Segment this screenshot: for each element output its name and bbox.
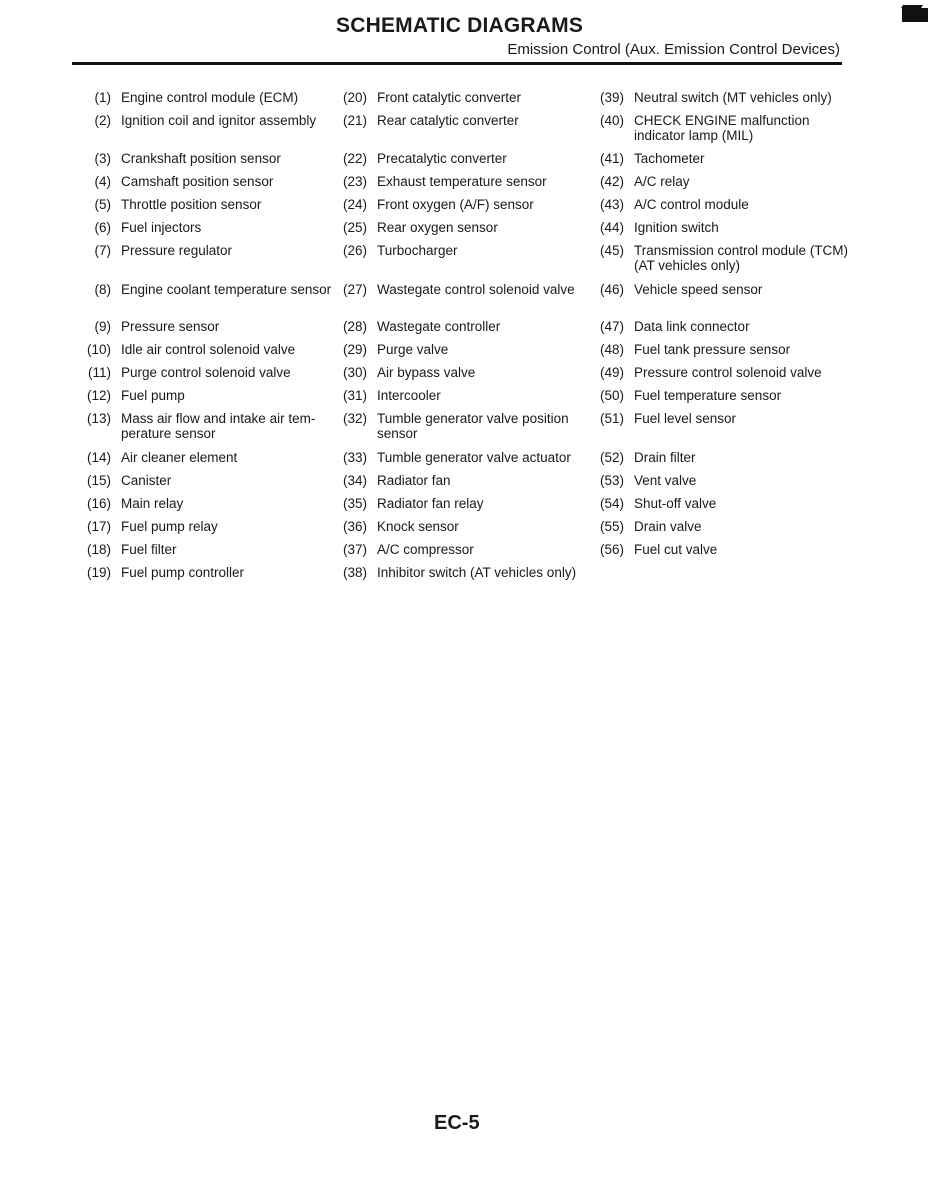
legend-item bbox=[78, 319, 348, 334]
legend-item-label: Fuel tank pressure sensor bbox=[634, 342, 791, 357]
legend-item-number: (36) bbox=[342, 519, 367, 534]
legend-item-number: (12) bbox=[86, 388, 111, 403]
legend-item-label: Front catalytic converter bbox=[377, 90, 522, 105]
legend-item-number: (44) bbox=[599, 220, 624, 235]
legend-item-number: (14) bbox=[86, 450, 111, 465]
legend-item-number: (27) bbox=[342, 282, 367, 297]
legend-item-label: Crankshaft position sensor bbox=[121, 151, 281, 166]
legend-item-label: Fuel temperature sensor bbox=[634, 388, 782, 403]
corner-tab-mark bbox=[902, 8, 928, 22]
legend-item bbox=[334, 365, 590, 380]
legend-item-label: Tumble generator valve position sensor bbox=[377, 411, 569, 441]
legend-item-label: Pressure control solenoid valve bbox=[634, 365, 822, 380]
legend-item-label: CHECK ENGINE malfunction indicator lamp (MIL) bbox=[634, 113, 810, 143]
legend-item-number: (3) bbox=[94, 151, 111, 166]
legend-item-number: (51) bbox=[599, 411, 624, 426]
legend-item bbox=[591, 342, 851, 357]
legend-item-label: Purge valve bbox=[377, 342, 449, 357]
legend-item bbox=[591, 388, 851, 403]
legend-item-label: Air bypass valve bbox=[377, 365, 476, 380]
legend-item bbox=[591, 90, 851, 105]
legend-item-label: Wastegate controller bbox=[377, 319, 501, 334]
legend-item bbox=[334, 388, 590, 403]
legend-item-number: (45) bbox=[599, 243, 624, 258]
legend-item-number: (39) bbox=[599, 90, 624, 105]
legend-item bbox=[334, 519, 590, 534]
legend-item bbox=[334, 243, 590, 258]
legend-item-label: Tachometer bbox=[634, 151, 705, 166]
legend-item bbox=[334, 220, 590, 235]
legend-item-label: Turbocharger bbox=[377, 243, 458, 258]
legend-item bbox=[78, 388, 348, 403]
legend-item bbox=[78, 113, 348, 128]
legend-item-number: (34) bbox=[342, 473, 367, 488]
legend-item bbox=[78, 90, 348, 105]
legend-item-label: Wastegate control solenoid valve bbox=[377, 282, 575, 297]
legend-item bbox=[78, 565, 348, 580]
legend-item-number: (18) bbox=[86, 542, 111, 557]
legend-item-number: (24) bbox=[342, 197, 367, 212]
legend-item-number: (42) bbox=[599, 174, 624, 189]
legend-item-number: (38) bbox=[342, 565, 367, 580]
legend-item-number: (11) bbox=[87, 365, 111, 380]
legend-item-label: Front oxygen (A/F) sensor bbox=[377, 197, 534, 212]
legend-item bbox=[334, 197, 590, 212]
legend-item-label: Ignition coil and ignitor assembly bbox=[121, 113, 317, 128]
legend-item-label: Fuel pump bbox=[121, 388, 185, 403]
page-subtitle: Emission Control (Aux. Emission Control Devices) bbox=[507, 41, 840, 58]
header-divider bbox=[72, 62, 842, 65]
legend-item-label: Pressure sensor bbox=[121, 319, 220, 334]
legend-item bbox=[78, 542, 348, 557]
legend-item-label: Vent valve bbox=[634, 473, 697, 488]
legend-item-number: (15) bbox=[86, 473, 111, 488]
legend-item-number: (33) bbox=[342, 450, 367, 465]
legend-item-label: Neutral switch (MT vehicles only) bbox=[634, 90, 832, 105]
legend-item-label: Ignition switch bbox=[634, 220, 719, 235]
legend-item-number: (19) bbox=[86, 565, 111, 580]
page-number: EC-5 bbox=[434, 1112, 480, 1134]
legend-item bbox=[334, 450, 590, 465]
legend-item-number: (43) bbox=[599, 197, 624, 212]
legend-item-number: (8) bbox=[94, 282, 111, 297]
legend-item-label: Tumble generator valve actuator bbox=[377, 450, 571, 465]
legend-item-number: (13) bbox=[86, 411, 111, 426]
legend-item-number: (6) bbox=[94, 220, 111, 235]
legend-item-label: Radiator fan bbox=[377, 473, 451, 488]
legend-item-label: Inhibitor switch (AT vehicles only) bbox=[377, 565, 577, 580]
legend-item bbox=[591, 220, 851, 235]
legend-item-label: Camshaft position sensor bbox=[121, 174, 274, 189]
legend-item-number: (23) bbox=[342, 174, 367, 189]
legend-item-number: (55) bbox=[599, 519, 624, 534]
legend-item-label: Idle air control solenoid valve bbox=[121, 342, 296, 357]
legend-item bbox=[591, 450, 851, 465]
legend-item bbox=[78, 450, 348, 465]
legend-item-number: (2) bbox=[94, 113, 111, 128]
legend-item bbox=[78, 151, 348, 166]
legend-item-label: Transmission control module (TCM) (AT vehicles only) bbox=[634, 243, 849, 273]
legend-item-label: Fuel filter bbox=[121, 542, 177, 557]
legend-item-number: (41) bbox=[599, 151, 624, 166]
legend-item-number: (35) bbox=[342, 496, 367, 511]
legend-item-label: Air cleaner element bbox=[121, 450, 238, 465]
legend-item-number: (17) bbox=[86, 519, 111, 534]
legend-item bbox=[591, 243, 851, 273]
legend-item-label: A/C control module bbox=[634, 197, 749, 212]
legend-item-label: Knock sensor bbox=[377, 519, 459, 534]
legend-item-label: Precatalytic converter bbox=[377, 151, 507, 166]
legend-item-number: (37) bbox=[342, 542, 367, 557]
legend-item bbox=[334, 473, 590, 488]
legend-item-number: (10) bbox=[86, 342, 111, 357]
legend-item bbox=[334, 174, 590, 189]
legend-item-label: Shut-off valve bbox=[634, 496, 717, 511]
legend-item-label: Vehicle speed sensor bbox=[634, 282, 763, 297]
legend-item-number: (47) bbox=[599, 319, 624, 334]
legend-item-number: (30) bbox=[342, 365, 367, 380]
legend-item-label: Fuel pump controller bbox=[121, 565, 245, 580]
legend-item bbox=[591, 151, 851, 166]
legend-item-label: Drain filter bbox=[634, 450, 696, 465]
legend-item-label: Rear oxygen sensor bbox=[377, 220, 498, 235]
legend-item-label: Fuel pump relay bbox=[121, 519, 218, 534]
legend-item-label: Intercooler bbox=[377, 388, 441, 403]
legend-item bbox=[78, 342, 348, 357]
legend-item-number: (54) bbox=[599, 496, 624, 511]
legend-item-number: (49) bbox=[599, 365, 624, 380]
legend-item bbox=[334, 542, 590, 557]
legend-item bbox=[591, 473, 851, 488]
legend-item bbox=[591, 282, 851, 297]
legend-item bbox=[334, 151, 590, 166]
legend-item bbox=[78, 174, 348, 189]
legend-item-number: (26) bbox=[342, 243, 367, 258]
legend-item-number: (50) bbox=[599, 388, 624, 403]
legend-item-label: Fuel level sensor bbox=[634, 411, 737, 426]
legend-item-number: (22) bbox=[342, 151, 367, 166]
legend-item-label: Mass air flow and intake air tem-perature sensor bbox=[121, 411, 316, 441]
legend-item-number: (56) bbox=[599, 542, 624, 557]
legend-item-label: Data link connector bbox=[634, 319, 750, 334]
legend-item bbox=[591, 519, 851, 534]
legend-item-number: (46) bbox=[599, 282, 624, 297]
legend-item bbox=[591, 197, 851, 212]
legend-item-number: (21) bbox=[342, 113, 367, 128]
legend-item-number: (1) bbox=[94, 90, 111, 105]
legend-item bbox=[334, 282, 590, 297]
legend-item-label: Canister bbox=[121, 473, 172, 488]
legend-item bbox=[591, 174, 851, 189]
legend-item-label: Fuel cut valve bbox=[634, 542, 718, 557]
legend-item bbox=[334, 496, 590, 511]
legend-item-number: (48) bbox=[599, 342, 624, 357]
legend-item-label: Rear catalytic converter bbox=[377, 113, 519, 128]
legend-item-number: (20) bbox=[342, 90, 367, 105]
legend-item bbox=[334, 113, 590, 128]
legend-item bbox=[591, 113, 851, 143]
legend-item-number: (29) bbox=[342, 342, 367, 357]
legend-item-number: (28) bbox=[342, 319, 367, 334]
legend-item-number: (40) bbox=[599, 113, 624, 128]
legend-item bbox=[334, 342, 590, 357]
legend-item bbox=[591, 365, 851, 380]
legend-item bbox=[78, 519, 348, 534]
legend-item bbox=[78, 473, 348, 488]
legend-item bbox=[78, 496, 348, 511]
legend-item-number: (25) bbox=[342, 220, 367, 235]
legend-item-number: (9) bbox=[94, 319, 111, 334]
legend-item-number: (32) bbox=[342, 411, 367, 426]
legend-item-number: (4) bbox=[94, 174, 111, 189]
legend-item-label: Main relay bbox=[121, 496, 184, 511]
legend-item-label: Throttle position sensor bbox=[121, 197, 262, 212]
legend-item-label: A/C relay bbox=[634, 174, 690, 189]
legend-item-number: (52) bbox=[599, 450, 624, 465]
legend-item-label: Engine coolant temperature sensor bbox=[121, 282, 332, 297]
legend-item bbox=[334, 90, 590, 105]
legend-item-label: Fuel injectors bbox=[121, 220, 202, 235]
legend-item bbox=[78, 197, 348, 212]
legend-item-number: (16) bbox=[86, 496, 111, 511]
legend-item-number: (7) bbox=[94, 243, 111, 258]
legend-item bbox=[591, 496, 851, 511]
legend-item bbox=[591, 542, 851, 557]
legend-item bbox=[78, 365, 348, 380]
legend-item bbox=[78, 411, 348, 441]
legend-item-label: Engine control module (ECM) bbox=[121, 90, 299, 105]
legend-item-label: Drain valve bbox=[634, 519, 702, 534]
legend-item-label: Radiator fan relay bbox=[377, 496, 484, 511]
legend-item-number: (31) bbox=[342, 388, 367, 403]
legend-item bbox=[334, 565, 590, 580]
legend-item-label: Exhaust temperature sensor bbox=[377, 174, 547, 189]
legend-item bbox=[334, 319, 590, 334]
legend-item-label: Purge control solenoid valve bbox=[121, 365, 291, 380]
legend-item bbox=[78, 243, 348, 258]
legend-item-number: (53) bbox=[599, 473, 624, 488]
legend-item bbox=[78, 282, 348, 297]
legend-item bbox=[334, 411, 590, 441]
legend-item-number: (5) bbox=[94, 197, 111, 212]
legend-item bbox=[591, 411, 851, 426]
legend-item bbox=[78, 220, 348, 235]
legend-item bbox=[591, 319, 851, 334]
page-title: SCHEMATIC DIAGRAMS bbox=[336, 14, 584, 37]
legend-item-label: A/C compressor bbox=[377, 542, 474, 557]
legend-item-label: Pressure regulator bbox=[121, 243, 233, 258]
